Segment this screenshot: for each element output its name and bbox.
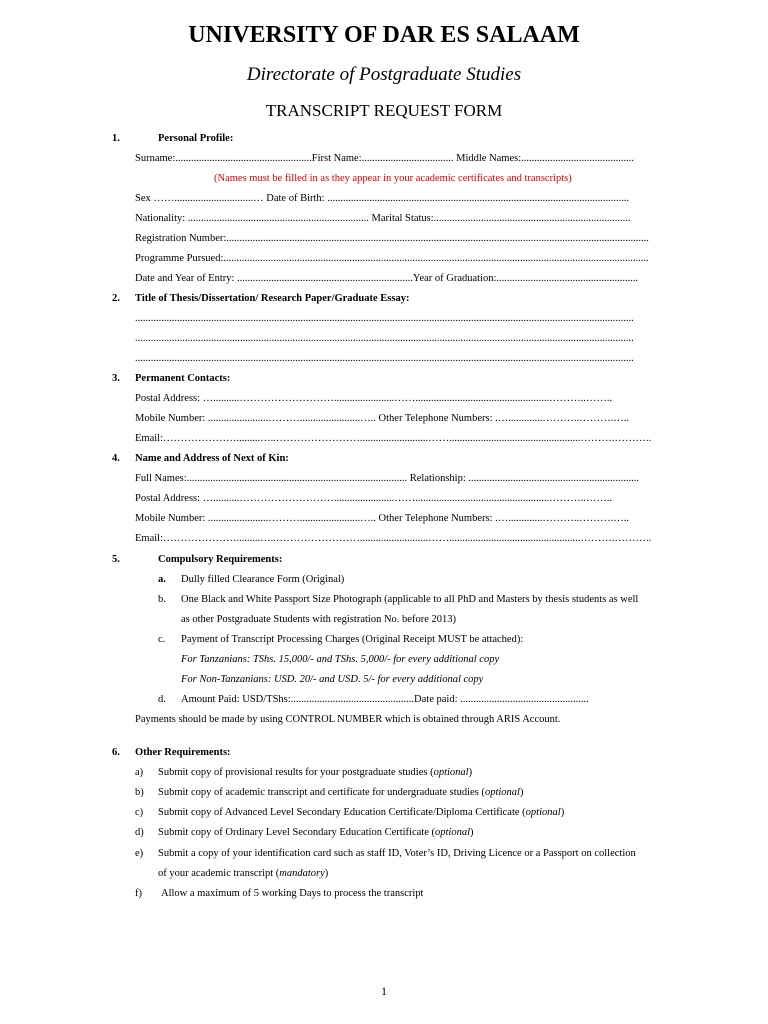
email-line: Email:………………….........…..……………………..........................……..................................................……….……….. bbox=[135, 433, 652, 444]
other-e-text-continued: of your academic transcript (mandatory) bbox=[158, 868, 329, 879]
other-f-label: f) bbox=[135, 888, 142, 899]
other-b-label: b) bbox=[135, 787, 144, 798]
other-f-text: Allow a maximum of 5 working Days to process the transcript bbox=[161, 888, 424, 899]
other-c-text: Submit copy of Advanced Level Secondary Education Certificate/Diploma Certificate (optional) bbox=[158, 807, 565, 818]
other-b-text: Submit copy of academic transcript and certificate for undergraduate studies (optional) bbox=[158, 787, 524, 798]
other-d-text: Submit copy of Ordinary Level Secondary Education Certificate (optional) bbox=[158, 827, 474, 838]
thesis-title-line: .............................................................................................................................................................................................. bbox=[135, 333, 634, 344]
section-6-number: 6. bbox=[112, 747, 120, 758]
names-field-line: Surname:....................................................First Name:................................... Middle Names:........................................... bbox=[135, 153, 635, 164]
section-4-number: 4. bbox=[112, 453, 120, 464]
section-1-title: Personal Profile: bbox=[158, 133, 234, 144]
other-a-text: Submit copy of provisional results for your postgraduate studies (optional) bbox=[158, 767, 473, 778]
form-title: TRANSCRIPT REQUEST FORM bbox=[265, 101, 503, 120]
req-c-label: c. bbox=[158, 634, 166, 645]
entry-graduation-field-line: Date and Year of Entry: ...................................................................Year of Graduation:...................................................... bbox=[135, 273, 639, 284]
section-3-title: Permanent Contacts: bbox=[135, 373, 231, 384]
university-name: UNIVERSITY OF DAR ES SALAAM bbox=[188, 22, 580, 48]
names-note: (Names must be filled in as they appear in your academic certificates and transcripts) bbox=[214, 173, 572, 184]
req-c-text: Payment of Transcript Processing Charges (Original Receipt MUST be attached): bbox=[181, 634, 524, 645]
mobile-number-line: Mobile Number: .......................……….......................….. Other Telephone Numbers: .….............………..……….….. bbox=[135, 413, 629, 424]
page-number: 1 bbox=[381, 984, 387, 998]
section-2-number: 2. bbox=[112, 293, 120, 304]
section-4-title: Name and Address of Next of Kin: bbox=[135, 453, 289, 464]
section-1-number: 1. bbox=[112, 133, 120, 144]
req-b-label: b. bbox=[158, 594, 166, 605]
fee-tanzanians: For Tanzanians: TShs. 15,000/- and TShs. 5,000/- for every additional copy bbox=[181, 654, 500, 665]
req-a-text: Dully filled Clearance Form (Original) bbox=[181, 574, 345, 585]
registration-field-line: Registration Number:................................................................................................................................................................. bbox=[135, 233, 649, 244]
other-e-text: Submit a copy of your identification card such as staff ID, Voter’s ID, Driving Licence or a Passport on collection bbox=[158, 848, 636, 859]
payment-note: Payments should be made by using CONTROL NUMBER which is obtained through ARIS Account. bbox=[135, 714, 561, 725]
thesis-title-line: .............................................................................................................................................................................................. bbox=[135, 353, 634, 364]
section-6-title: Other Requirements: bbox=[135, 747, 231, 758]
thesis-title-line: .............................................................................................................................................................................................. bbox=[135, 313, 634, 324]
req-b-text: One Black and White Passport Size Photograph (applicable to all PhD and Masters by thesis students as well bbox=[181, 594, 639, 605]
req-b-text-continued: as other Postgraduate Students with registration No. before 2013) bbox=[181, 614, 456, 625]
section-2-title: Title of Thesis/Dissertation/ Research Paper/Graduate Essay: bbox=[135, 293, 410, 304]
other-d-label: d) bbox=[135, 827, 144, 838]
section-5-number: 5. bbox=[112, 554, 120, 565]
kin-postal-address-line: Postal Address: …..........……………………….......................……...................................................………..…….. bbox=[135, 493, 613, 504]
other-a-label: a) bbox=[135, 767, 144, 778]
other-c-label: c) bbox=[135, 807, 144, 818]
amount-paid-line: Amount Paid: USD/TShs:...............................................Date paid: ................................................. bbox=[181, 694, 589, 705]
section-5-title: Compulsory Requirements: bbox=[158, 554, 283, 565]
kin-mobile-number-line: Mobile Number: .......................……….......................….. Other Telephone Numbers: .….............………..……….….. bbox=[135, 513, 629, 524]
section-3-number: 3. bbox=[112, 373, 120, 384]
nationality-field-line: Nationality: ..................................................................... Marital Status:........................................................................... bbox=[135, 213, 631, 224]
other-e-label: e) bbox=[135, 848, 144, 859]
kin-email-line: Email:………………….........…..……………………..........................……..................................................……….……….. bbox=[135, 533, 652, 544]
req-d-label: d. bbox=[158, 694, 166, 705]
programme-field-line: Programme Pursued:.................................................................................................................................................................. bbox=[135, 253, 649, 264]
req-a-label: a. bbox=[158, 574, 166, 585]
fee-non-tanzanians: For Non-Tanzanians: USD. 20/- and USD. 5/- for every additional copy bbox=[181, 674, 484, 685]
directorate-name: Directorate of Postgraduate Studies bbox=[246, 64, 522, 85]
postal-address-line: Postal Address: …..........……………………….......................……...................................................………..…….. bbox=[135, 393, 613, 404]
kin-full-names-line: Full Names:.................................................................................... Relationship: ................................................................. bbox=[135, 473, 639, 484]
sex-dob-field-line: Sex ……..............................… Date of Birth: ................................................................................................................... bbox=[135, 193, 630, 204]
